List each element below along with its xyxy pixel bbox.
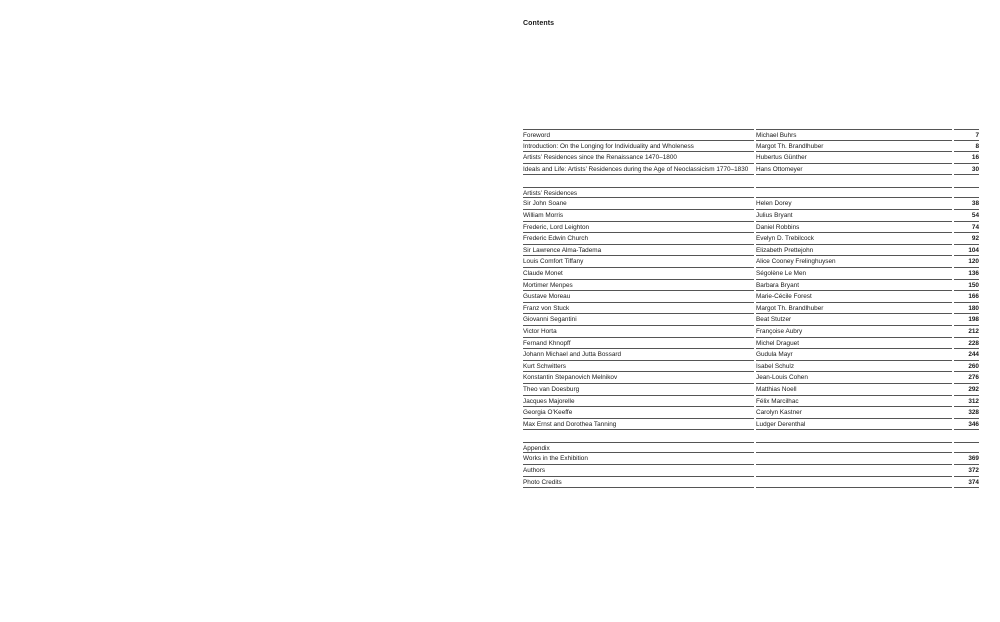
toc-entry-row [523,210,979,222]
toc-entry-page-number: 16 [954,152,979,164]
toc-entry-title: Frederic, Lord Leighton [523,222,754,234]
toc-entry-row [523,256,979,268]
toc-entry-page-number [954,187,979,199]
toc-entry-page-number: 312 [954,396,979,408]
toc-entry-author: Hans Ottomeyer [756,164,952,176]
toc-entry-page-number: 38 [954,198,979,210]
toc-entry-page-number: 104 [954,245,979,257]
toc-entry-title: Introduction: On the Longing for Individuality and Wholeness [523,141,754,153]
toc-entry-title: Max Ernst and Dorothea Tanning [523,419,754,431]
toc-entry-title: Theo van Doesburg [523,384,754,396]
toc-entry-title: Franz von Stuck [523,303,754,315]
toc-entry-row [523,141,979,153]
toc-entry-author: Beat Stutzer [756,314,952,326]
toc-entry-page-number: 180 [954,303,979,315]
toc-entry-author: Marie-Cécile Forest [756,291,952,303]
toc-entry-author: Michael Buhrs [756,129,952,141]
toc-entry-title: Foreword [523,129,754,141]
toc-entry-author [756,442,952,454]
toc-entry-row [523,361,979,373]
toc-entry-row [523,245,979,257]
toc-entry-row [523,419,979,431]
toc-entry-row [523,326,979,338]
toc-entry-title: Johann Michael and Jutta Bossard [523,349,754,361]
toc-entry-title: Louis Comfort Tiffany [523,256,754,268]
toc-entry-title: Photo Credits [523,477,754,489]
toc-entry-row [523,303,979,315]
toc-section-row [523,187,979,199]
toc-entry-row [523,372,979,384]
toc-entry-title: Fernand Khnopff [523,338,754,350]
toc-entry-author: Carolyn Kastner [756,407,952,419]
toc-entry-row [523,396,979,408]
toc-entry-title: Ideals and Life: Artists’ Residences during the Age of Neoclassicism 1770–1830 [523,164,754,176]
toc-entry-author: Matthias Noell [756,384,952,396]
toc-entry-author: Françoise Aubry [756,326,952,338]
toc-entry-title: Works in the Exhibition [523,453,754,465]
toc-entry-title: William Morris [523,210,754,222]
toc-entry-row [523,233,979,245]
toc-entry-row [523,291,979,303]
toc-entry-row [523,465,979,477]
table-of-contents [523,129,979,488]
toc-entry-row [523,407,979,419]
toc-entry-page-number: 292 [954,384,979,396]
toc-entry-author: Michel Draguet [756,338,952,350]
toc-entry-page-number: 74 [954,222,979,234]
toc-entry-author: Elizabeth Prettejohn [756,245,952,257]
toc-entry-author: Alice Cooney Frelinghuysen [756,256,952,268]
toc-entry-row [523,198,979,210]
toc-entry-page-number: 54 [954,210,979,222]
toc-entry-author: Jean-Louis Cohen [756,372,952,384]
toc-entry-page-number [954,442,979,454]
toc-entry-page-number: 244 [954,349,979,361]
toc-entry-author: Félix Marcilhac [756,396,952,408]
toc-entry-page-number: 374 [954,477,979,489]
toc-entry-title: Georgia O’Keeffe [523,407,754,419]
toc-entry-title: Artists’ Residences since the Renaissance 1470–1800 [523,152,754,164]
toc-entry-row [523,314,979,326]
toc-entry-author: Barbara Bryant [756,280,952,292]
toc-entry-page-number: 212 [954,326,979,338]
toc-entry-author [756,465,952,477]
toc-entry-title: Gustave Moreau [523,291,754,303]
toc-entry-author: Ludger Derenthal [756,419,952,431]
toc-entry-page-number: 166 [954,291,979,303]
toc-entry-author: Evelyn D. Trebilcock [756,233,952,245]
toc-entry-title: Victor Horta [523,326,754,338]
toc-entry-title: Authors [523,465,754,477]
toc-entry-row [523,152,979,164]
toc-entry-page-number: 92 [954,233,979,245]
toc-entry-title: Jacques Majorelle [523,396,754,408]
toc-entry-page-number: 30 [954,164,979,176]
toc-entry-page-number: 120 [954,256,979,268]
toc-entry-title: Frederic Edwin Church [523,233,754,245]
toc-entry-author: Ségolène Le Men [756,268,952,280]
toc-entry-author: Isabel Schulz [756,361,952,373]
toc-entry-row [523,349,979,361]
toc-entry-row [523,280,979,292]
toc-entry-page-number: 228 [954,338,979,350]
toc-entry-row [523,222,979,234]
page-title: Contents [523,20,555,27]
toc-entry-title: Sir Lawrence Alma-Tadema [523,245,754,257]
toc-entry-author: Margot Th. Brandlhuber [756,141,952,153]
toc-entry-page-number: 369 [954,453,979,465]
toc-entry-author: Gudula Mayr [756,349,952,361]
toc-entry-row [523,384,979,396]
toc-entry-title: Giovanni Segantini [523,314,754,326]
toc-entry-title: Kurt Schwitters [523,361,754,373]
toc-entry-page-number: 198 [954,314,979,326]
toc-entry-row [523,453,979,465]
toc-entry-author [756,187,952,199]
toc-entry-title: Claude Monet [523,268,754,280]
toc-entry-title: Artists’ Residences [523,187,754,199]
toc-entry-author: Hubertus Günther [756,152,952,164]
toc-entry-row [523,129,979,141]
toc-entry-author [756,477,952,489]
toc-entry-title: Appendix [523,442,754,454]
toc-entry-author: Margot Th. Brandlhuber [756,303,952,315]
toc-entry-page-number: 260 [954,361,979,373]
toc-entry-title: Sir John Soane [523,198,754,210]
toc-entry-author [756,453,952,465]
toc-entry-row [523,268,979,280]
toc-entry-author: Daniel Robbins [756,222,952,234]
toc-entry-page-number: 136 [954,268,979,280]
toc-entry-page-number: 7 [954,129,979,141]
toc-entry-page-number: 8 [954,141,979,153]
toc-section-row [523,442,979,454]
toc-entry-row [523,338,979,350]
toc-entry-page-number: 346 [954,419,979,431]
toc-entry-page-number: 150 [954,280,979,292]
toc-entry-row [523,164,979,176]
toc-entry-row [523,477,979,489]
toc-entry-page-number: 372 [954,465,979,477]
toc-entry-title: Konstantin Stepanovich Melnikov [523,372,754,384]
toc-entry-author: Helen Dorey [756,198,952,210]
toc-entry-page-number: 276 [954,372,979,384]
toc-entry-page-number: 328 [954,407,979,419]
toc-entry-title: Mortimer Menpes [523,280,754,292]
toc-entry-author: Julius Bryant [756,210,952,222]
